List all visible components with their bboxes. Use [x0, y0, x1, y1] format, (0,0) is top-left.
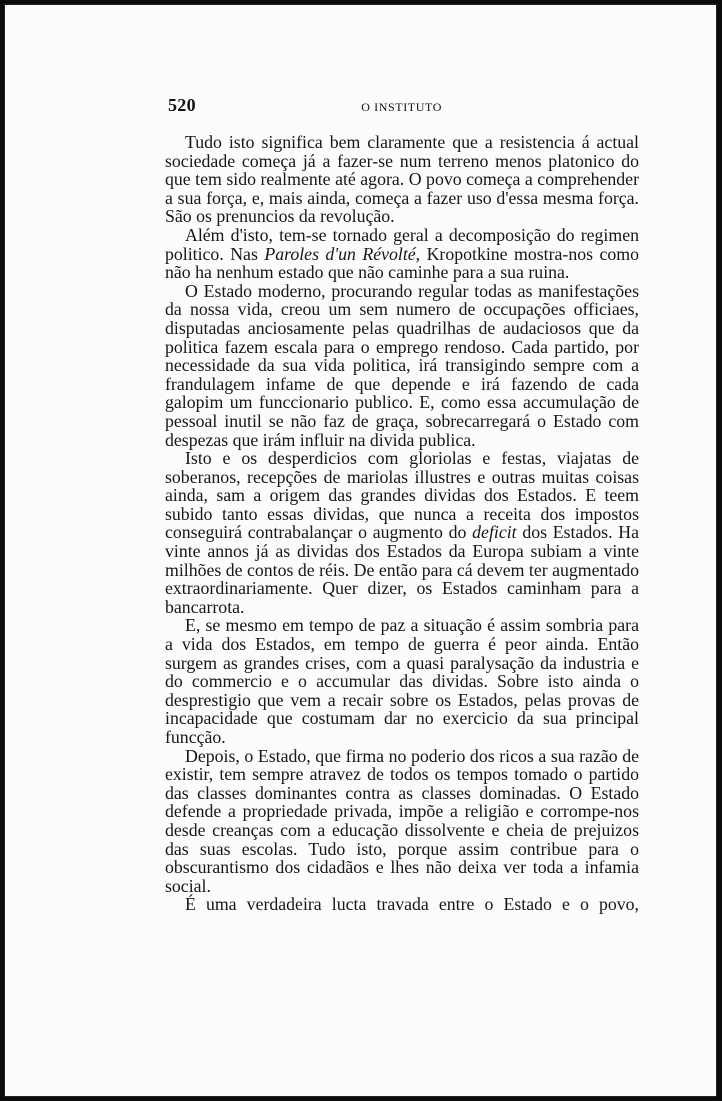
paragraph: O Estado moderno, procurando regular todas as manifestações da nossa vida, creou um sem numero de occupações officiaes, disputadas anciosamente pelas quadrilhas de audaciosos que da politica fazem escala para o emprego rendoso. Cada partido, por necessidade da sua vida politica, irá transigindo sempre com a frandulagem infame de que depende e irá fazendo de cada galopim um funccionario publico. E, como essa accumulação de pessoal inutil se não faz de graça, sobrecarregará o Estado com despezas que irám influir na divida publica.	[165, 280, 639, 450]
paragraph: E, se mesmo em tempo de paz a situação é assim sombria para a vida dos Estados, em tempo de guerra é peor ainda. Então surgem as grandes crises, com a quasi paralysação da industria e do commercio e o accumular das dividas. Sobre isto ainda o desprestigio que vem a recair sobre os Estados, pelas provas de incapacidade que costumam dar no exercicio da sua principal funcção.	[165, 615, 639, 747]
text-run: dos Estados. Ha vinte annos já as dividas dos Estados da Europa subiam a vinte milhões de contos de réis. De então para cá devem ter augmentado extraordinariamente. Quer dizer, os Estados caminham para a bancarrota.	[165, 522, 640, 617]
running-title: O INSTITUTO	[361, 100, 442, 114]
paragraph: Tudo isto significa bem claramente que a resistencia á actual sociedade começa já a fazer-se num terreno menos platonico do que tem sido realmente até agora. O povo começa a comprehender a sua força, e, mais ainda, começa a fazer uso d'essa mesma força. São os prenuncios da revolução.	[165, 132, 639, 227]
paragraph	[165, 226, 639, 282]
text-run: Isto e os desperdicios com gloriolas e festas, viajatas de soberanos, recepções de mariolas illustres e outras muitas coisas ainda, sam a origem das grandes dividas dos Estados. E teem subido tanto essas dividas, que nunca a receita dos impostos conseguirá contrabalançar o augmento do	[165, 448, 639, 543]
page-header	[168, 95, 556, 115]
body-text	[165, 133, 639, 914]
paragraph	[165, 449, 639, 616]
text-run: Kropotkine mostra-nos como não ha nenhum estado que não caminhe para a sua ruina.	[165, 243, 639, 283]
book-page	[4, 4, 717, 1097]
page-number: 520	[168, 95, 196, 115]
paragraph: Depois, o Estado, que firma no poderio dos ricos a sua razão de existir, tem sempre atravez de todos os tempos tomado o partido das classes dominantes contra as classes dominadas. O Estado defende a propriedade privada, impõe a religião e corrompe-nos desde creanças com a educação dissolvente e cheia de prejuizos das suas escolas. Tudo isto, porque assim contribue para o obscurantismo dos cidadãos e lhes não deixa ver toda a infamia social.	[165, 745, 639, 896]
book-title: Paroles d'un Révolté,	[264, 243, 421, 264]
italic-term: deficit	[472, 522, 517, 543]
text-run: Além d'isto, tem-se tornado geral a decomposição do regimen politico. Nas	[165, 224, 639, 264]
paragraph: É uma verdadeira lucta travada entre o Estado e o povo,	[185, 894, 639, 915]
